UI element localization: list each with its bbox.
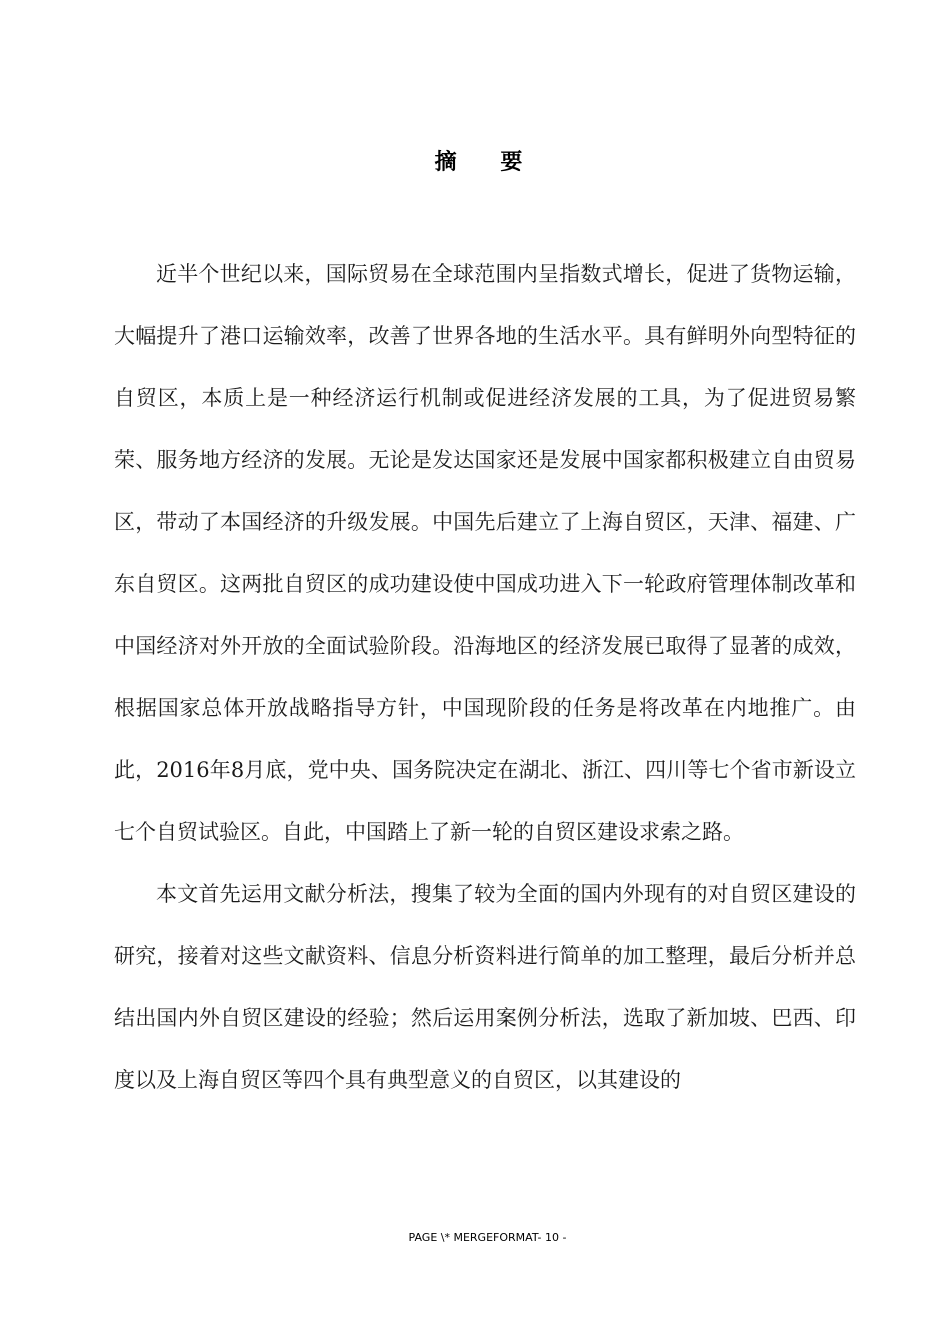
abstract-body: [114, 243, 856, 1111]
page-footer: [0, 1228, 950, 1248]
paragraph: 近半个世纪以来，国际贸易在全球范围内呈指数式增长，促进了货物运输，大幅提升了港口运输效率，改善了世界各地的生活水平。具有鲜明外向型特征的自贸区，本质上是一种经济运行机制或促进经济发展的工具，为了促进贸易繁荣、服务地方经济的发展。无论是发达国家还是发展中国家都积极建立自由贸易区，带动了本国经济的升级发展。中国先后建立了上海自贸区，天津、福建、广东自贸区。这两批自贸区的成功建设使中国成功进入下一轮政府管理体制改革和中国经济对外开放的全面试验阶段。沿海地区的经济发展已取得了显著的成效，根据国家总体开放战略指导方针，中国现阶段的任务是将改革在内地推广。由此，2016年8月底，党中央、国务院决定在湖北、浙江、四川等七个省市新设立七个自贸试验区。自此，中国踏上了新一轮的自贸区建设求索之路。: [114, 262, 856, 844]
paragraph: 本文首先运用文献分析法，搜集了较为全面的国内外现有的对自贸区建设的研究，接着对这些文献资料、信息分析资料进行简单的加工整理，最后分析并总结出国内外自贸区建设的经验；然后运用案例分析法，选取了新加坡、巴西、印度以及上海自贸区等四个具有典型意义的自贸区，以其建设的: [114, 882, 856, 1092]
abstract-title: 摘 要: [434, 150, 541, 175]
page-number-field: PAGE \* MERGEFORMAT- 10 -: [408, 1231, 567, 1244]
